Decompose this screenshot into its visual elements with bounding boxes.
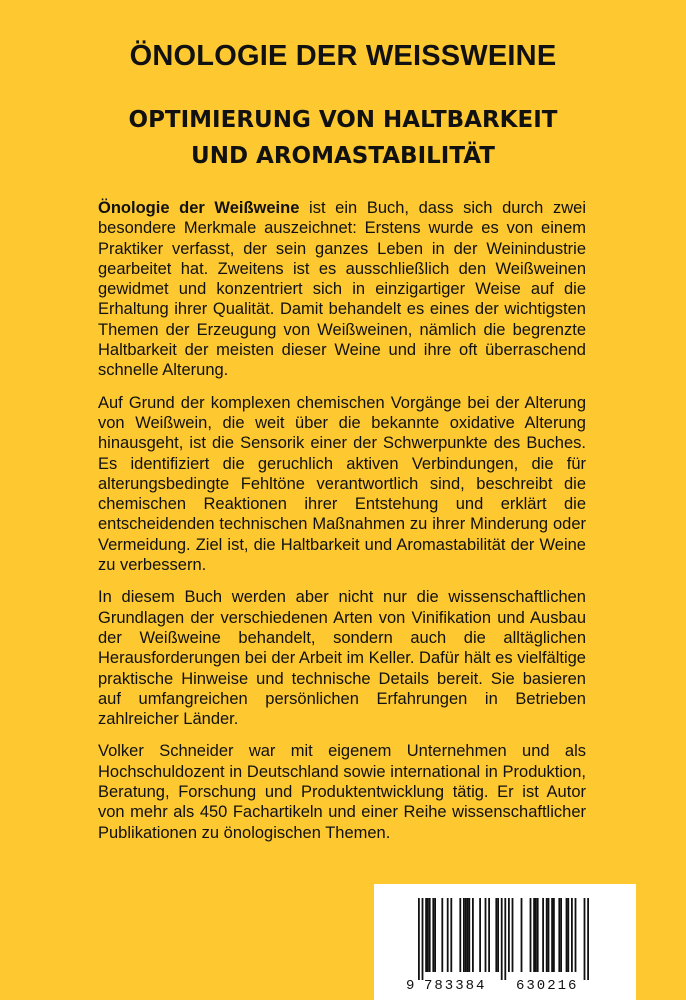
barcode-bar	[468, 898, 470, 972]
barcode-bar	[558, 898, 560, 972]
barcode-bar	[429, 898, 431, 972]
barcode-guard-bar	[418, 898, 420, 980]
blurb-paragraph-2: Auf Grund der komplexen chemischen Vorgänge bei der Alterung von Weißwein, die weit über die bekannte oxidative Alterung hinausgeht, ist die Sensorik einer der Schwerpunkte des Buches. Es identifiziert die geruchlich aktiven Verbindungen, die für alterungsbedingte Fehltöne verantwortlich sind, beschreibt die chemischen Reaktionen ihrer Entstehung und erklärt die entscheidenden technischen Maßnahmen zu ihrer Minderung oder Vermeidung. Ziel ist, die Haltbarkeit und Aromastabilität der Weine zu verbessern.	[98, 393, 586, 575]
barcode-bar	[488, 898, 490, 972]
barcode-guard-bar	[501, 898, 503, 980]
barcode-bar	[459, 898, 461, 972]
barcode-bar	[497, 898, 499, 972]
isbn-digits-right: 630216	[516, 978, 579, 994]
barcode-bar	[548, 898, 550, 972]
barcode-guard-bar	[587, 898, 589, 980]
barcode-bar	[546, 898, 548, 972]
barcode-bar	[479, 898, 481, 972]
barcode-bar	[567, 898, 569, 972]
barcode-area	[374, 884, 636, 1000]
isbn-digit-first: 9	[406, 978, 415, 994]
barcode-bar	[441, 898, 443, 972]
barcode-bar	[553, 898, 555, 972]
barcode-bar	[485, 898, 487, 972]
barcode-bar	[542, 898, 544, 972]
barcode-guard-bar	[504, 898, 506, 980]
barcode-bars	[418, 898, 589, 980]
barcode-bar	[465, 898, 467, 972]
barcode-bar	[535, 898, 537, 972]
barcode-bar	[425, 898, 427, 972]
barcode-bar	[450, 898, 452, 972]
blurb-paragraph-1-text: ist ein Buch, dass sich durch zwei besondere Merkmale auszeichnet: Erstens wurde es von einem Praktiker verfasst, der sein ganzes Leben in der Weinindustrie gearbeitet hat. Zweitens ist es ausschließlich den Weißweinen gewidmet und konzentriert sich in einzigartiger Weise auf die Erhaltung ihrer Qualität. Damit behandelt es eines der wichtigsten Themen der Erzeugung von Weißweinen, nämlich die begrenzte Haltbarkeit der meisten dieser Weine und ihre oft überraschend schnelle Alterung.	[98, 199, 587, 380]
barcode-bar	[537, 898, 539, 972]
blurb-paragraph-1	[98, 198, 586, 381]
barcode-bar	[575, 898, 577, 972]
barcode-bar	[551, 898, 553, 972]
book-title: ÖNOLOGIE DER WEISSWEINE	[129, 40, 557, 72]
barcode-guard-bar	[422, 898, 424, 980]
subtitle-line-1: OPTIMIERUNG VON HALTBARKEIT	[128, 107, 558, 133]
barcode-bar	[432, 898, 434, 972]
barcode-bar	[512, 898, 514, 972]
barcode-bar	[521, 898, 523, 972]
barcode-bar	[508, 898, 510, 972]
barcode-bar	[472, 898, 474, 972]
subtitle-line-2: UND AROMASTABILITÄT	[191, 143, 495, 169]
blurb-paragraph-3: In diesem Buch werden aber nicht nur die wissenschaftlichen Grundlagen der verschiedenen Arten von Vinifikation und Ausbau der Weißweine behandelt, sondern auch die alltäglichen Herausforderungen bei der Arbeit im Keller. Dafür hält es vielfältige praktische Hinweise und technische Details bereit. Sie basieren auf umfangreichen persönlichen Erfahrungen in Betrieben zahlreicher Länder.	[98, 588, 586, 729]
barcode-bar	[571, 898, 573, 972]
barcode-guard-bar	[584, 898, 586, 980]
isbn-digits-left: 783384	[424, 978, 487, 994]
author-bio: Volker Schneider war mit eigenem Unternehmen und als Hochschuldozent in Deutschland sowie international in Produktion, Beratung, Forschung und Produktentwicklung tätig. Er ist Autor von mehr als 450 Fachartikeln und einer Reihe wissenschaftlicher Publikationen zu önologischen Themen.	[98, 742, 586, 842]
barcode-bar	[463, 898, 465, 972]
book-subtitle	[0, 102, 686, 174]
barcode-bar	[427, 898, 429, 972]
barcode-bar	[467, 898, 469, 972]
barcode-bar	[434, 898, 436, 972]
barcode-bar	[495, 898, 497, 972]
blurb-book-name: Önologie der Weißweine	[98, 199, 300, 217]
blurb	[98, 198, 586, 855]
barcode-bar	[530, 898, 532, 972]
barcode-bar	[447, 898, 449, 972]
isbn-barcode	[406, 898, 604, 994]
barcode-bar	[533, 898, 535, 972]
barcode-bar	[566, 898, 568, 972]
barcode-bar	[560, 898, 562, 972]
